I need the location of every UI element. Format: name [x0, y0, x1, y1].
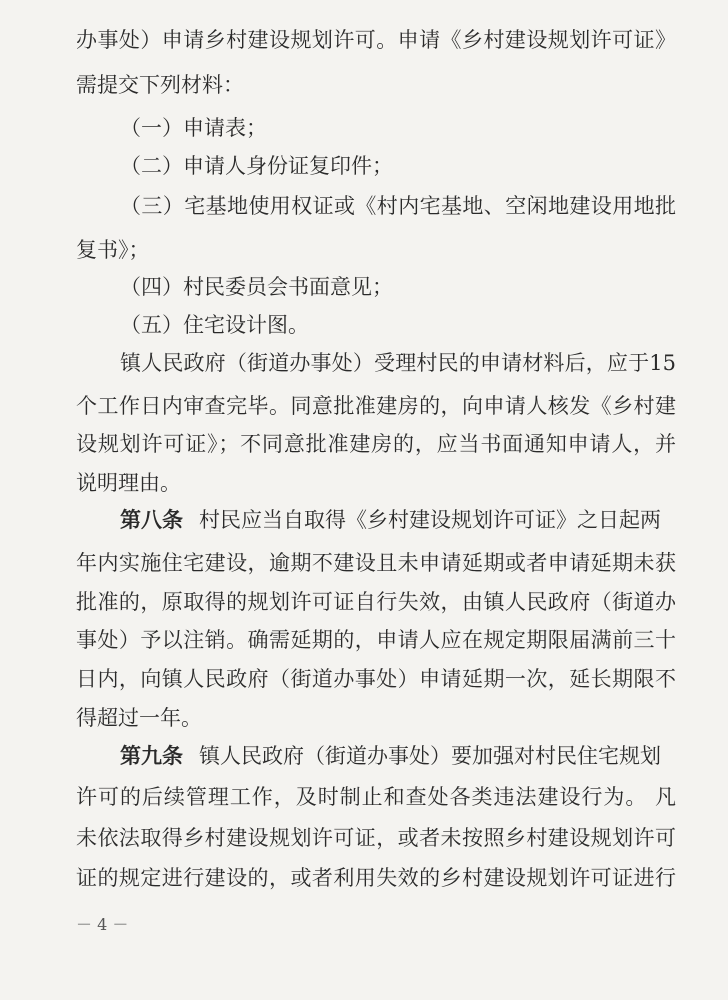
article-9-first-line [120, 746, 661, 767]
article-8-first-line [120, 510, 661, 531]
article-9-title: 第九条 [120, 744, 183, 768]
article-9-text: 镇人民政府（街道办事处）要加强对村民住宅规划 [199, 744, 661, 768]
article-8-line: 日内，向镇人民政府（街道办事处）申请延期一次，延长期限不 [76, 667, 676, 691]
list-item: （二）申请人身份证复印件； [120, 154, 393, 178]
paragraph-line: 镇人民政府（街道办事处）受理村民的申请材料后，应于15 [120, 351, 676, 375]
paragraph-line: 说明理由。 [76, 471, 181, 495]
article-8-line: 事处）予以注销。确需延期的，申请人应在规定期限届满前三十 [76, 628, 676, 652]
text-line: 复书》； [76, 238, 150, 262]
list-item: （四）村民委员会书面意见； [120, 275, 393, 299]
page-number: － 4 － [76, 915, 129, 934]
list-item: （三）宅基地使用权证或《村内宅基地、空闲地建设用地批 [120, 194, 676, 218]
article-8-title: 第八条 [120, 508, 183, 532]
article-8-line: 批准的，原取得的规划许可证自行失效，由镇人民政府（街道办 [76, 590, 676, 614]
list-item: （一）申请表； [120, 116, 267, 140]
article-9-line: 未依法取得乡村建设规划许可证，或者未按照乡村建设规划许可 [76, 826, 676, 850]
article-9-line: 许可的后续管理工作，及时制止和查处各类违法建设行为。 凡 [76, 785, 676, 809]
text-line: 办事处）申请乡村建设规划许可。申请《乡村建设规划许可证》 [76, 28, 676, 52]
article-8-text: 村民应当自取得《乡村建设规划许可证》之日起两 [199, 508, 661, 532]
article-8-line: 年内实施住宅建设，逾期不建设且未申请延期或者申请延期未获 [76, 551, 676, 575]
paragraph-line: 设规划许可证》；不同意批准建房的，应当书面通知申请人，并 [76, 432, 676, 456]
article-8-line: 得超过一年。 [76, 706, 202, 730]
list-item: （五）住宅设计图。 [120, 313, 309, 337]
article-9-line: 证的规定进行建设的，或者利用失效的乡村建设规划许可证进行 [76, 866, 676, 890]
paragraph-line: 个工作日内审查完毕。同意批准建房的，向申请人核发《乡村建 [76, 394, 676, 418]
text-line: 需提交下列材料： [76, 73, 244, 97]
